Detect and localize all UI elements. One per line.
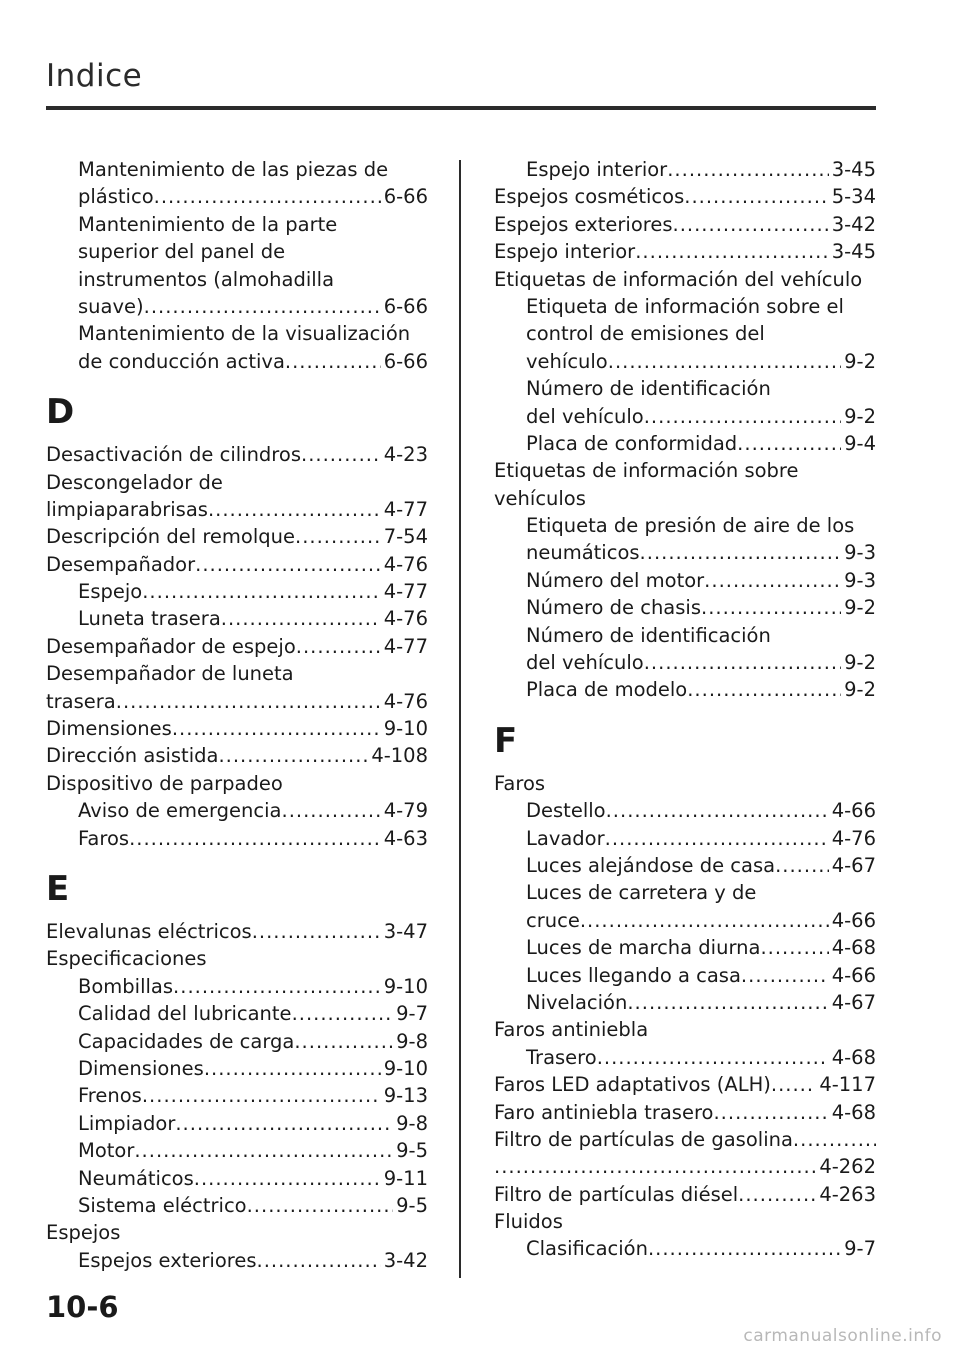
- index-line: Etiqueta de presión de aire de los: [526, 514, 855, 538]
- index-entry: [46, 688, 428, 715]
- dot-leader: [606, 797, 829, 824]
- index-entry: [46, 551, 428, 578]
- entry-term: Desactivación de cilindros: [46, 443, 301, 467]
- header-divider: [46, 106, 876, 110]
- index-entry: [46, 1000, 428, 1027]
- entry-term: plástico: [78, 185, 154, 209]
- index-entry: [494, 211, 876, 238]
- dot-leader: [129, 825, 381, 852]
- index-entry: [46, 633, 428, 660]
- index-entry: [46, 578, 428, 605]
- entry-term: Luces alejándose de casa: [526, 853, 776, 877]
- dot-leader: [644, 403, 841, 430]
- entry-term: del vehículo: [526, 404, 644, 428]
- entry-page-ref: 4-68: [831, 1100, 876, 1124]
- entry-page-ref: 9-7: [396, 1002, 428, 1026]
- index-entry: [46, 1055, 428, 1082]
- entry-page-ref: 9-5: [396, 1139, 428, 1163]
- index-line: Mantenimiento de la parte: [78, 212, 338, 236]
- dot-leader: [204, 1055, 381, 1082]
- dot-leader: [221, 605, 381, 632]
- entry-term: Bombillas: [78, 974, 174, 998]
- entry-page-ref: 3-45: [831, 158, 876, 181]
- dot-leader: [771, 1071, 816, 1098]
- dot-leader: [172, 715, 381, 742]
- index-line: Especificaciones: [46, 947, 207, 971]
- index-line: Número de identificación: [526, 623, 771, 647]
- entry-term: Luces llegando a casa: [526, 963, 741, 987]
- index-entry: [46, 918, 428, 945]
- entry-term: cruce: [526, 908, 580, 932]
- dot-leader: [257, 1247, 381, 1274]
- dot-leader: [741, 962, 829, 989]
- entry-page-ref: 9-7: [844, 1237, 876, 1261]
- dot-leader: [793, 1126, 876, 1153]
- entry-term: Sistema eléctrico: [78, 1193, 247, 1217]
- entry-page-ref: 9-2: [844, 678, 876, 702]
- dot-leader: [208, 496, 381, 523]
- index-entry: [46, 1247, 428, 1274]
- dot-leader: [173, 973, 381, 1000]
- index-entry: [494, 594, 876, 621]
- index-entry: [494, 989, 876, 1016]
- index-entry: [46, 1028, 428, 1055]
- index-entry: [46, 742, 428, 769]
- dot-leader: [296, 633, 381, 660]
- dot-leader: [644, 649, 841, 676]
- dot-leader: [194, 1165, 381, 1192]
- index-entry: [46, 1082, 428, 1109]
- entry-term: Filtro de partículas diésel: [494, 1182, 739, 1206]
- dot-leader: [597, 1044, 829, 1071]
- entry-page-ref: 9-10: [383, 974, 428, 998]
- entry-term: Faros LED adaptativos (ALH): [494, 1073, 771, 1097]
- entry-page-ref: 5-34: [831, 185, 876, 209]
- dot-leader: [713, 1099, 828, 1126]
- index-entry: [494, 238, 876, 265]
- dot-leader: [295, 523, 381, 550]
- entry-page-ref: 4-77: [383, 580, 428, 604]
- entry-page-ref: 6-66: [383, 349, 428, 373]
- entry-term: de conducción activa: [78, 349, 285, 373]
- dot-leader: [116, 688, 381, 715]
- entry-page-ref: 9-3: [844, 568, 876, 592]
- entry-term: Frenos: [78, 1084, 142, 1108]
- entry-term: Luneta trasera: [78, 607, 221, 631]
- entry-page-ref: 9-2: [844, 596, 876, 620]
- dot-leader: [737, 430, 841, 457]
- entry-page-ref: 9-11: [383, 1166, 428, 1190]
- entry-page-ref: 9-3: [844, 541, 876, 565]
- page-number: 10-6: [46, 1290, 119, 1324]
- entry-term: Faros: [78, 826, 130, 850]
- index-line: control de emisiones del: [526, 322, 765, 346]
- entry-page-ref: 9-13: [383, 1084, 428, 1108]
- entry-page-ref: 9-2: [844, 651, 876, 675]
- entry-page-ref: 4-77: [383, 634, 428, 658]
- index-entry: [46, 183, 428, 210]
- entry-term: Dimensiones: [78, 1056, 204, 1080]
- index-entry: [494, 567, 876, 594]
- dot-leader: [252, 918, 381, 945]
- index-entry: [494, 1044, 876, 1071]
- index-line: Luces de carretera y de: [526, 881, 757, 905]
- entry-page-ref: 4-76: [831, 826, 876, 850]
- entry-term: Limpiador: [78, 1111, 176, 1135]
- index-entry: [494, 1071, 876, 1098]
- entry-page-ref: 3-45: [831, 240, 876, 264]
- dot-leader: [760, 934, 828, 961]
- section-letter: E: [46, 868, 70, 909]
- index-entry: [46, 1165, 428, 1192]
- entry-term: del vehículo: [526, 651, 644, 675]
- dot-leader: [667, 156, 829, 183]
- entry-page-ref: 9-10: [383, 717, 428, 741]
- watermark: carmanualsonline.info: [743, 1326, 942, 1346]
- entry-term: Neumáticos: [78, 1166, 194, 1190]
- dot-leader: [285, 348, 381, 375]
- dot-leader: [648, 1235, 841, 1262]
- entry-term: Filtro de partículas de gasolina: [494, 1127, 793, 1151]
- index-line: Dispositivo de parpadeo: [46, 771, 283, 795]
- entry-term: Número del motor: [526, 568, 705, 592]
- entry-term: Trasero: [526, 1045, 597, 1069]
- index-entry: [46, 496, 428, 523]
- index-entry: [494, 962, 876, 989]
- index-entry: [46, 797, 428, 824]
- dot-leader: [247, 1192, 394, 1219]
- index-entry: [46, 825, 428, 852]
- index-entry: [494, 430, 876, 457]
- dot-leader: [134, 1137, 393, 1164]
- index-entry: [46, 715, 428, 742]
- dot-leader: [640, 539, 842, 566]
- entry-page-ref: 4-76: [383, 552, 428, 576]
- index-entry: [494, 403, 876, 430]
- index-entry: [46, 441, 428, 468]
- entry-page-ref: 4-66: [831, 908, 876, 932]
- entry-term: neumáticos: [526, 541, 640, 565]
- entry-page-ref: 4-23: [383, 443, 428, 467]
- section-letter: D: [46, 392, 75, 433]
- dot-leader: [294, 1028, 393, 1055]
- entry-page-ref: 4-117: [819, 1073, 876, 1097]
- index-entry: [46, 973, 428, 1000]
- index-entry: [494, 1153, 876, 1180]
- entry-term: Faro antiniebla trasero: [494, 1100, 714, 1124]
- index-entry: [494, 825, 876, 852]
- index-entry: [494, 1126, 876, 1153]
- index-line: Mantenimiento de las piezas de: [78, 158, 389, 181]
- entry-page-ref: 6-66: [383, 185, 428, 209]
- index-entry: [494, 1099, 876, 1126]
- entry-term: Número de chasis: [526, 596, 701, 620]
- entry-page-ref: 9-2: [844, 404, 876, 428]
- entry-page-ref: 6-66: [383, 294, 428, 318]
- dot-leader: [175, 1110, 393, 1137]
- entry-term: Dirección asistida: [46, 744, 219, 768]
- entry-page-ref: 4-66: [831, 963, 876, 987]
- index-line: superior del panel de: [78, 240, 286, 264]
- entry-page-ref: 4-262: [819, 1155, 876, 1179]
- dot-leader: [738, 1181, 816, 1208]
- index-entry: [494, 1235, 876, 1262]
- index-column-left: [46, 156, 428, 1274]
- index-line: Número de identificación: [526, 377, 771, 401]
- dot-leader: [605, 825, 829, 852]
- index-entry: [494, 156, 876, 183]
- entry-term: Espejos exteriores: [78, 1248, 257, 1272]
- entry-term: Placa de modelo: [526, 678, 688, 702]
- index-line: Faros antiniebla: [494, 1018, 649, 1042]
- dot-leader: [684, 183, 828, 210]
- index-line: Espejos: [46, 1221, 121, 1245]
- entry-page-ref: 9-10: [383, 1056, 428, 1080]
- entry-page-ref: 4-79: [383, 799, 428, 823]
- index-entry: [46, 1110, 428, 1137]
- dot-leader: [775, 852, 829, 879]
- dot-leader: [142, 578, 381, 605]
- entry-page-ref: 4-76: [383, 607, 428, 631]
- dot-leader: [292, 1000, 394, 1027]
- index-line: instrumentos (almohadilla: [78, 267, 335, 291]
- entry-term: Motor: [78, 1139, 135, 1163]
- index-entry: [46, 1137, 428, 1164]
- entry-term: Descripción del remolque: [46, 525, 295, 549]
- index-line: Faros: [494, 771, 546, 795]
- dot-leader: [687, 676, 841, 703]
- dot-leader: [301, 441, 381, 468]
- index-entry: [46, 348, 428, 375]
- page-title: Indice: [46, 58, 143, 94]
- dot-leader: [144, 293, 381, 320]
- entry-term: Desempañador de espejo: [46, 634, 296, 658]
- index-line: Mantenimiento de la visualización: [78, 322, 411, 346]
- index-entry: [494, 907, 876, 934]
- entry-term: Luces de marcha diurna: [526, 936, 761, 960]
- entry-term: suave): [78, 294, 144, 318]
- index-entry: [494, 539, 876, 566]
- entry-term: Espejo interior: [494, 240, 636, 264]
- entry-term: Capacidades de carga: [78, 1029, 295, 1053]
- index-line: Etiquetas de información del vehículo: [494, 267, 863, 291]
- section-letter: F: [494, 720, 518, 761]
- dot-leader: [701, 594, 841, 621]
- index-entry: [494, 797, 876, 824]
- index-entry: [494, 183, 876, 210]
- dot-leader: [673, 211, 829, 238]
- entry-term: Elevalunas eléctricos: [46, 919, 252, 943]
- entry-page-ref: 4-108: [371, 744, 428, 768]
- entry-page-ref: 4-76: [383, 689, 428, 713]
- index-entry: [494, 934, 876, 961]
- index-entry: [46, 1192, 428, 1219]
- entry-term: Lavador: [526, 826, 605, 850]
- entry-page-ref: 4-68: [831, 936, 876, 960]
- entry-term: Dimensiones: [46, 717, 172, 741]
- entry-page-ref: 9-2: [844, 349, 876, 373]
- entry-term: Desempañador: [46, 552, 196, 576]
- index-line: vehículos: [494, 486, 586, 510]
- index-line: Fluidos: [494, 1210, 563, 1234]
- index-entry: [46, 293, 428, 320]
- entry-term: Destello: [526, 799, 606, 823]
- entry-term: Nivelación: [526, 990, 628, 1014]
- entry-term: Placa de conformidad: [526, 431, 738, 455]
- entry-page-ref: 4-67: [831, 853, 876, 877]
- entry-page-ref: 3-42: [383, 1248, 428, 1272]
- dot-leader: [704, 567, 841, 594]
- entry-page-ref: 9-8: [396, 1029, 428, 1053]
- entry-page-ref: 3-47: [383, 919, 428, 943]
- dot-leader: [154, 183, 381, 210]
- entry-page-ref: 4-63: [383, 826, 428, 850]
- entry-page-ref: 4-68: [831, 1045, 876, 1069]
- dot-leader: [142, 1082, 381, 1109]
- index-entry: [46, 523, 428, 550]
- entry-term: Espejos cosméticos: [494, 185, 685, 209]
- entry-page-ref: 4-77: [383, 497, 428, 521]
- dot-leader: [580, 907, 829, 934]
- index-line: Desempañador de luneta: [46, 662, 294, 686]
- index-entry: [46, 605, 428, 632]
- dot-leader: [282, 797, 381, 824]
- entry-page-ref: 9-4: [844, 431, 876, 455]
- entry-term: trasera: [46, 689, 116, 713]
- dot-leader: [218, 742, 368, 769]
- entry-page-ref: 4-263: [819, 1182, 876, 1206]
- entry-term: Espejo: [78, 580, 143, 604]
- index-entry: [494, 676, 876, 703]
- index-entry: [494, 852, 876, 879]
- entry-term: Aviso de emergencia: [78, 799, 282, 823]
- index-entry: [494, 348, 876, 375]
- dot-leader: [635, 238, 829, 265]
- entry-page-ref: 4-67: [831, 990, 876, 1014]
- entry-term: Clasificación: [526, 1237, 648, 1261]
- entry-term: limpiaparabrisas: [46, 497, 208, 521]
- entry-term: vehículo: [526, 349, 608, 373]
- index-line: Descongelador de: [46, 470, 223, 494]
- dot-leader: [195, 551, 381, 578]
- index-line: Etiqueta de información sobre el: [526, 294, 844, 318]
- dot-leader: [494, 1153, 816, 1180]
- entry-term: Calidad del lubricante: [78, 1002, 292, 1026]
- index-entry: [494, 649, 876, 676]
- entry-page-ref: 9-5: [396, 1193, 428, 1217]
- index-column-right: [494, 156, 876, 1263]
- entry-page-ref: 9-8: [396, 1111, 428, 1135]
- index-entry: [494, 1181, 876, 1208]
- index-line: Etiquetas de información sobre: [494, 459, 799, 483]
- entry-page-ref: 7-54: [383, 525, 428, 549]
- entry-term: Espejos exteriores: [494, 212, 673, 236]
- dot-leader: [627, 989, 828, 1016]
- entry-page-ref: 3-42: [831, 212, 876, 236]
- column-divider: [459, 160, 461, 1278]
- entry-term: Espejo interior: [526, 158, 668, 181]
- entry-page-ref: 4-66: [831, 799, 876, 823]
- dot-leader: [608, 348, 841, 375]
